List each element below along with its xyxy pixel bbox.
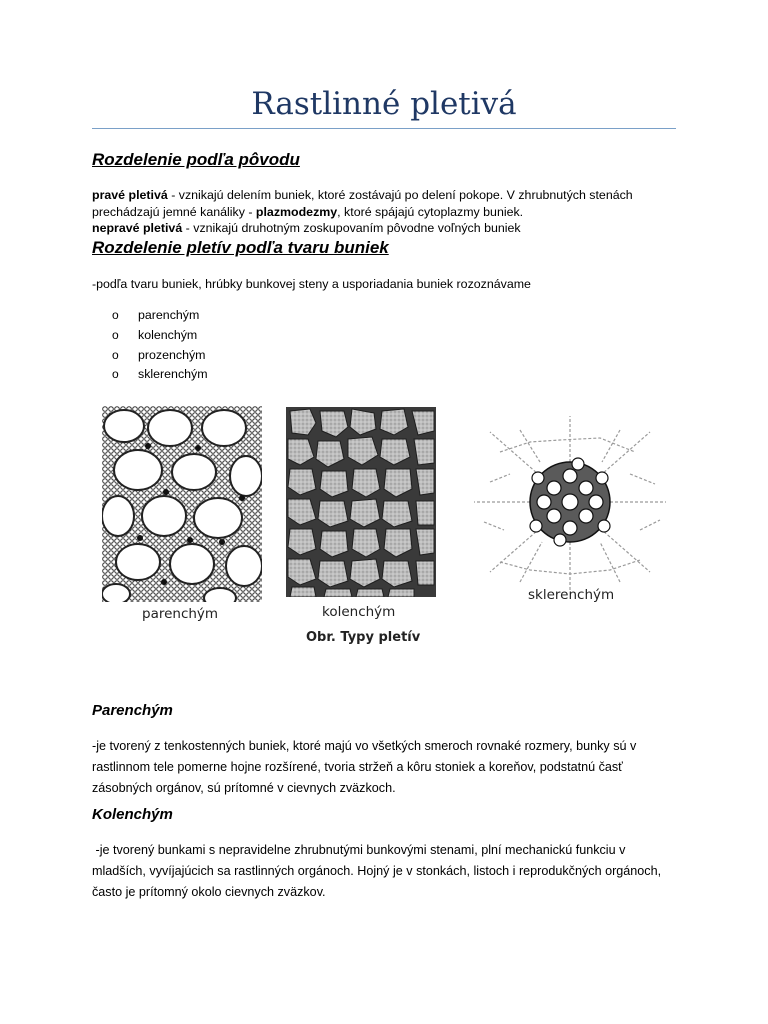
origin-line-1-text: - vznikajú delením buniek, ktoré zostávajú po delení pokope. V zhrubnutých stenách (167, 188, 633, 202)
tissue-type-list (112, 306, 208, 385)
term-plazmodezmy: plazmodezmy (255, 204, 338, 219)
parenchym-line: rastlinnom tele pomerne hojne rozšírené, tvoria stržeň a kôru stoniek a koreňov, podstatnú časť (92, 760, 623, 774)
origin-line-1 (92, 187, 682, 204)
term-neprave-pletiva: nepravé pletivá (92, 221, 183, 235)
origin-paragraph (92, 187, 682, 237)
term-prave-pletiva: pravé pletivá (92, 188, 168, 202)
list-item-label: kolenchým (138, 327, 198, 342)
caption-sklerenchym: sklerenchým (528, 587, 615, 603)
parenchyma-image (102, 406, 262, 602)
caption-parenchym: parenchým (142, 606, 219, 622)
kolenchym-line: často je prítomný okolo cievnych zväzkov. (92, 885, 326, 899)
list-item-label: prozenchým (138, 347, 206, 362)
bullet-marker: o (112, 327, 119, 342)
origin-line-2 (92, 204, 682, 221)
parenchym-line: -je tvorený z tenkostenných buniek, ktoré majú vo všetkých smeroch rovnaké rozmery, bunky sú v (92, 739, 637, 753)
tissue-figure (100, 404, 670, 654)
page-title: Rastlinné pletivá (251, 86, 517, 122)
heading-parenchym: Parenchým (92, 702, 173, 719)
list-item-label: sklerenchým (138, 367, 208, 382)
title-underline (92, 128, 676, 129)
parenchym-paragraph (92, 736, 682, 799)
section-heading-shape: Rozdelenie pletív podľa tvaru buniek (92, 238, 389, 257)
origin-line-3 (92, 220, 682, 237)
collenchyma-image (286, 407, 436, 597)
list-item (112, 306, 208, 326)
sclerenchyma-image (470, 412, 670, 592)
figure-title: Obr. Typy pletív (306, 630, 421, 645)
list-item (112, 326, 208, 346)
bullet-marker: o (112, 347, 119, 362)
kolenchym-line: -je tvorený bunkami s nepravidelne zhrubnutými bunkovými stenami, plní mechanickú funkciu v (92, 843, 626, 857)
list-item-label: parenchým (138, 308, 200, 322)
kolenchym-line: mladších, vyvíjajúcich sa rastlinných orgánoch. Hojný je v stonkách, listoch i reprodukčných orgánoch, (92, 864, 662, 878)
origin-line-2-rest: , ktoré spájajú cytoplazmy buniek. (337, 204, 524, 219)
caption-kolenchym: kolenchým (322, 604, 396, 620)
origin-line-3-text: - vznikajú druhotným zoskupovaním pôvodne voľných buniek (182, 221, 521, 235)
origin-line-2-text: prechádzajú jemné kanáliky - (92, 204, 256, 219)
list-item (112, 346, 208, 366)
parenchym-line: zásobných orgánov, sú prítomné v cievnych zväzkoch. (92, 781, 396, 795)
bullet-marker: o (112, 308, 119, 322)
list-item (112, 365, 208, 385)
section-heading-origin: Rozdelenie podľa pôvodu (92, 150, 300, 169)
shape-intro: -podľa tvaru buniek, hrúbky bunkovej steny a usporiadania buniek rozoznávame (92, 277, 531, 291)
bullet-marker: o (112, 367, 119, 382)
heading-kolenchym: Kolenchým (92, 806, 173, 823)
kolenchym-paragraph (92, 840, 682, 903)
